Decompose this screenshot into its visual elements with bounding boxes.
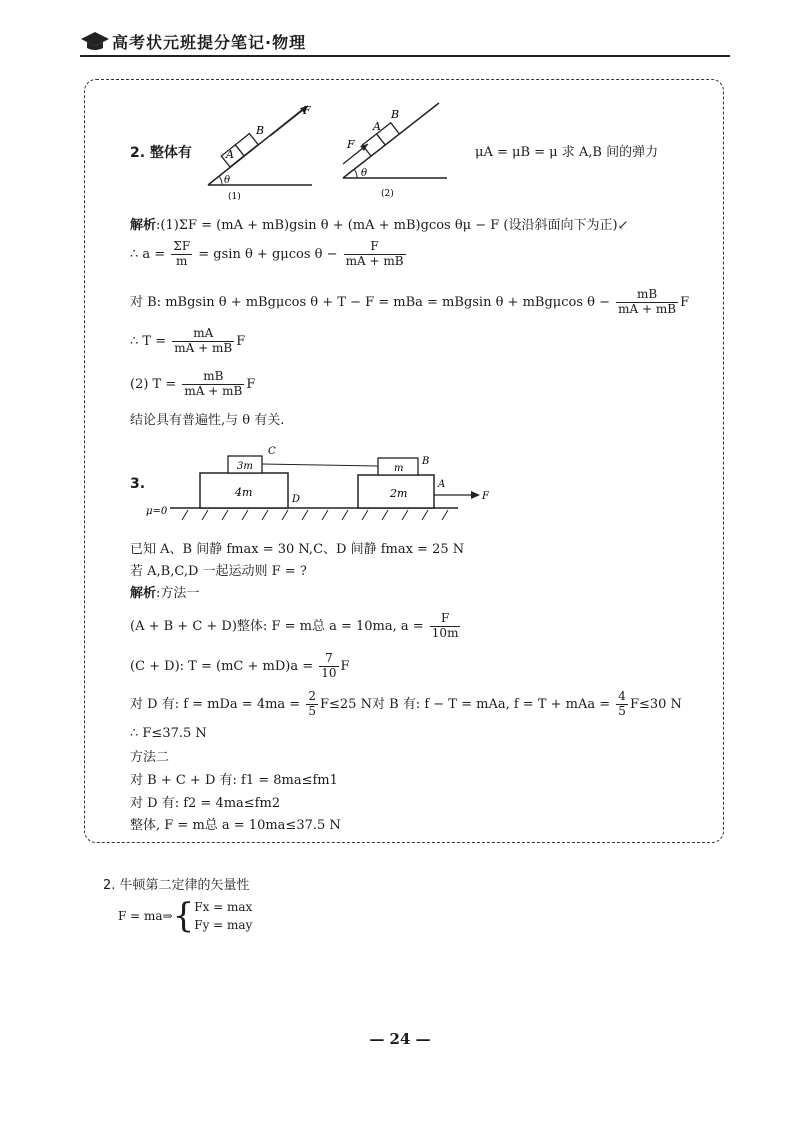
item2-solution-line3: 对 B: mBgsin θ + mBgμcos θ + T − F = mBa = mBgsin θ + mBgμcos θ − $\frac{mB}{mA + mB}$ F bbox=[130, 287, 690, 316]
fig2-label-theta: θ bbox=[361, 168, 368, 179]
item3-method1-line2: (C + D): T = (mC + mD)a = $\frac{7}{10}$ F bbox=[130, 651, 350, 680]
section2-brace: { bbox=[172, 896, 195, 936]
item3-method1-line4: ∴ F≤37.5 N bbox=[130, 726, 207, 741]
section2-title: 2. 牛顿第二定律的矢量性 bbox=[103, 878, 250, 893]
item3-method1-line1: (A + B + C + D)整体: F = m总 a = 10ma, a = $\frac{F}{10m}$ bbox=[130, 611, 459, 640]
graduation-cap-icon bbox=[80, 30, 110, 52]
section2-row2: Fy = may bbox=[194, 918, 253, 932]
fig3-label-2m: 2m bbox=[390, 487, 408, 500]
item2-label: 2. 整体有 bbox=[130, 145, 192, 161]
item3-question: 若 A,B,C,D 一起运动则 F = ? bbox=[130, 564, 307, 579]
item3-method2-line2: 对 D 有: f2 = 4ma≤fm2 bbox=[130, 796, 281, 811]
item2-solution-line1: 解析:(1)ΣF = (mA + mB)gsin θ + (mA + mB)gcos θμ − F (设沿斜面向下为正)↙ bbox=[130, 218, 629, 233]
fig1-caption: (1) bbox=[228, 192, 241, 200]
fig3-label-m: m bbox=[394, 463, 404, 474]
section2-row1: Fx = max bbox=[194, 900, 253, 914]
fig1-label-b: B bbox=[256, 124, 265, 137]
page-header bbox=[80, 28, 730, 58]
item2-solution-line2: ∴ a = $\frac{\Sigma F}{m}$ = gsin θ + gμcos θ − $\frac{F}{mA + mB}$ bbox=[130, 239, 404, 268]
item3-method1-line3a: 对 D 有: f = mDa = 4ma = $\frac{2}{5}$ F≤25 N bbox=[130, 689, 372, 718]
section2-lhs: F = ma⇒ bbox=[118, 909, 173, 923]
incline-figure-1 bbox=[200, 100, 320, 200]
page-number: — 24 — bbox=[369, 1030, 431, 1048]
item2-condition: μA = μB = μ 求 A,B 间的弹力 bbox=[475, 145, 659, 160]
fig3-label-a: A bbox=[438, 479, 446, 490]
header-title: 高考状元班提分笔记·物理 bbox=[112, 33, 307, 52]
fig3-label-f: F bbox=[482, 491, 489, 502]
fig2-label-a: A bbox=[373, 120, 381, 133]
fig3-label-b: B bbox=[422, 456, 430, 467]
fig3-label-3m: 3m bbox=[237, 461, 253, 472]
item3-method2-title: 方法二 bbox=[130, 750, 170, 765]
fig1-label-a: A bbox=[226, 148, 234, 161]
item3-method2-line1: 对 B + C + D 有: f1 = 8ma≤fm1 bbox=[130, 773, 338, 788]
item2-solution-line5: (2) T = $\frac{mB}{mA + mB}$ F bbox=[130, 369, 256, 398]
item3-given: 已知 A、B 间静 fmax = 30 N,C、D 间静 fmax = 25 N bbox=[130, 542, 465, 557]
fig3-label-d: D bbox=[292, 494, 301, 505]
item3-method1-line3b: 对 B 有: f − T = mAa, f = T + mAa = $\frac{4}{5}$ F≤30 N bbox=[372, 689, 682, 718]
item3-method2-line3: 整体, F = m总 a = 10ma≤37.5 N bbox=[130, 818, 341, 833]
header-rule bbox=[80, 55, 730, 57]
incline-figure-2 bbox=[335, 100, 455, 200]
fig2-label-f: F bbox=[347, 138, 355, 151]
item2-conclusion: 结论具有普遍性,与 θ 有关. bbox=[130, 413, 285, 428]
fig1-label-f: F bbox=[303, 104, 311, 117]
item3-method1-title: 解析:方法一 bbox=[130, 586, 200, 601]
fig2-label-b: B bbox=[391, 108, 400, 121]
fig1-label-theta: θ bbox=[224, 175, 231, 186]
blocks-figure bbox=[140, 440, 500, 525]
fig3-label-mu: μ=0 bbox=[146, 506, 168, 517]
fig2-caption: (2) bbox=[381, 189, 394, 199]
item3-label: 3. bbox=[130, 476, 146, 492]
fig3-label-4m: 4m bbox=[235, 486, 253, 499]
section2-equation bbox=[118, 898, 252, 934]
fig3-label-c: C bbox=[268, 446, 276, 457]
item2-solution-line4: ∴ T = $\frac{mA}{mA + mB}$ F bbox=[130, 326, 246, 355]
